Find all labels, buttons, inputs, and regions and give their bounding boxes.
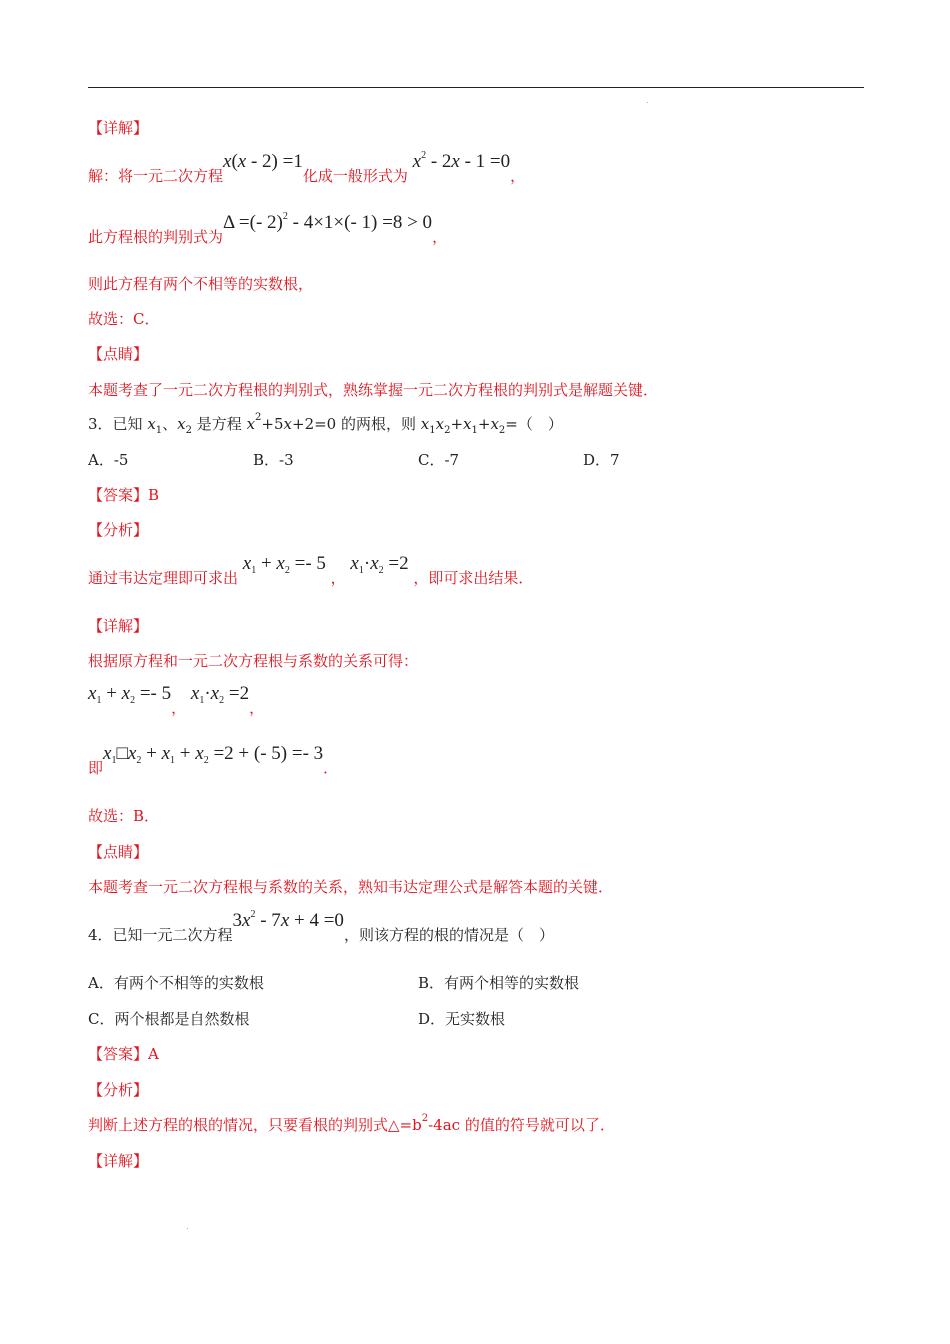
question-4-stem [88,909,554,945]
q4-option-d[interactable]: D．无实数根 [418,1010,506,1028]
discriminant-line [88,211,448,247]
q4-equation: $3x^2 - 7x + 4 =0$ [232,909,344,931]
comma: ， [510,167,526,185]
comma: ， [432,228,448,246]
q3-sum-equation: $x_1 + x_2 =- 5$ [242,553,331,576]
q4-analysis-heading: 【分析】 [88,1081,149,1099]
q4-option-b[interactable]: B．有两个相等的实数根 [418,974,580,992]
q3-product-equation-2: $x_1\cdot x_2 =2$ [190,683,250,706]
q4-option-a[interactable]: A．有两个不相等的实数根 [88,974,264,992]
q3-answer: 【答案】B [88,486,160,504]
q3-detail-text: 根据原方程和一元二次方程根与系数的关系可得： [88,652,419,670]
comment-text: 本题考查了一元二次方程根的判别式，熟练掌握一元二次方程根的判别式是解题关键． [88,381,659,399]
q4-stem-text-a: 4．已知一元二次方程 [88,926,233,944]
equation-original: x(x - 2) =1 [223,151,303,172]
discriminant-text: 此方程根的判别式为 [88,228,224,246]
q3-option-c[interactable]: C．-7 [418,451,460,469]
detail-heading: 【详解】 [88,119,149,137]
q4-detail-heading: 【详解】 [88,1152,149,1170]
q3-analysis-line: 通过韦达定理即可求出 $x_1 + x_2 =- 5$ ， $x_1\cdot x_2 =2$ ，即可求出结果． [88,553,534,587]
q3-comment-text: 本题考查一元二次方程根与系数的关系，熟知韦达定理公式是解答本题的关键． [88,878,614,896]
solution-line-1 [88,150,526,186]
header-rule [88,87,864,88]
q4-analysis-text: 判断上述方程的根的情况，只要看根的判别式$\triangle=b^2-4ac$ 的值的符号就可以了． [88,1113,615,1134]
discriminant-equation: Δ =(- 2)$^2$ - 4×1×(- 1) =8 > 0 [223,211,433,233]
q3-option-a[interactable]: A．-5 [88,451,129,469]
q4-stem-text-b: ，则该方程的根的情况是（ ） [343,926,554,944]
question-3-stem: 3．已知 $x_1$、$x_2$ 是方程 $x^2+5x+2=0$ 的两根，则 $x_1x_2+x_1+x_2=$（ ） [88,412,563,436]
q3-sum-equation-2: $x_1 + x_2 =- 5$ [88,683,172,706]
q3-analysis-heading: 【分析】 [88,521,149,539]
paragraph-mark: . [646,96,649,105]
q3-ji: 即 [88,759,104,777]
q3-option-d[interactable]: D．7 [583,451,620,469]
q3-vieta-line: $x_1 + x_2 =- 5$， $x_1\cdot x_2 =2$， [88,683,265,717]
solution-text-b: 化成一般形式为 [302,167,408,185]
solution-text-a: 解：将一元二次方程 [88,167,224,185]
q3-result-line [88,743,339,778]
choose-line: 故选：C． [88,310,160,328]
q3-option-b[interactable]: B．-3 [253,451,294,469]
q4-option-c[interactable]: C．两个根都是自然数根 [88,1010,250,1028]
q4-answer: 【答案】A [88,1045,159,1063]
paragraph-mark: . [186,1222,189,1231]
q3-result-equation: $x_1□x_2 + x_1 + x_2 =2$ + (- 5) =- 3 [103,743,324,766]
equation-general-form: $x^2 - 2x - 1 =0$ [412,150,511,172]
conclusion-line: 则此方程有两个不相等的实数根， [88,275,314,293]
q3-analysis-text-a: 通过韦达定理即可求出 [88,569,239,587]
comment-heading: 【点睛】 [88,345,149,363]
q3-comment-heading: 【点睛】 [88,843,149,861]
q3-detail-heading: 【详解】 [88,617,149,635]
q3-period: ． [323,759,339,777]
q3-product-equation: $x_1\cdot x_2 =2$ [350,553,414,576]
q3-analysis-text-b: ，即可求出结果． [413,569,534,587]
q3-choose: 故选：B． [88,807,160,825]
